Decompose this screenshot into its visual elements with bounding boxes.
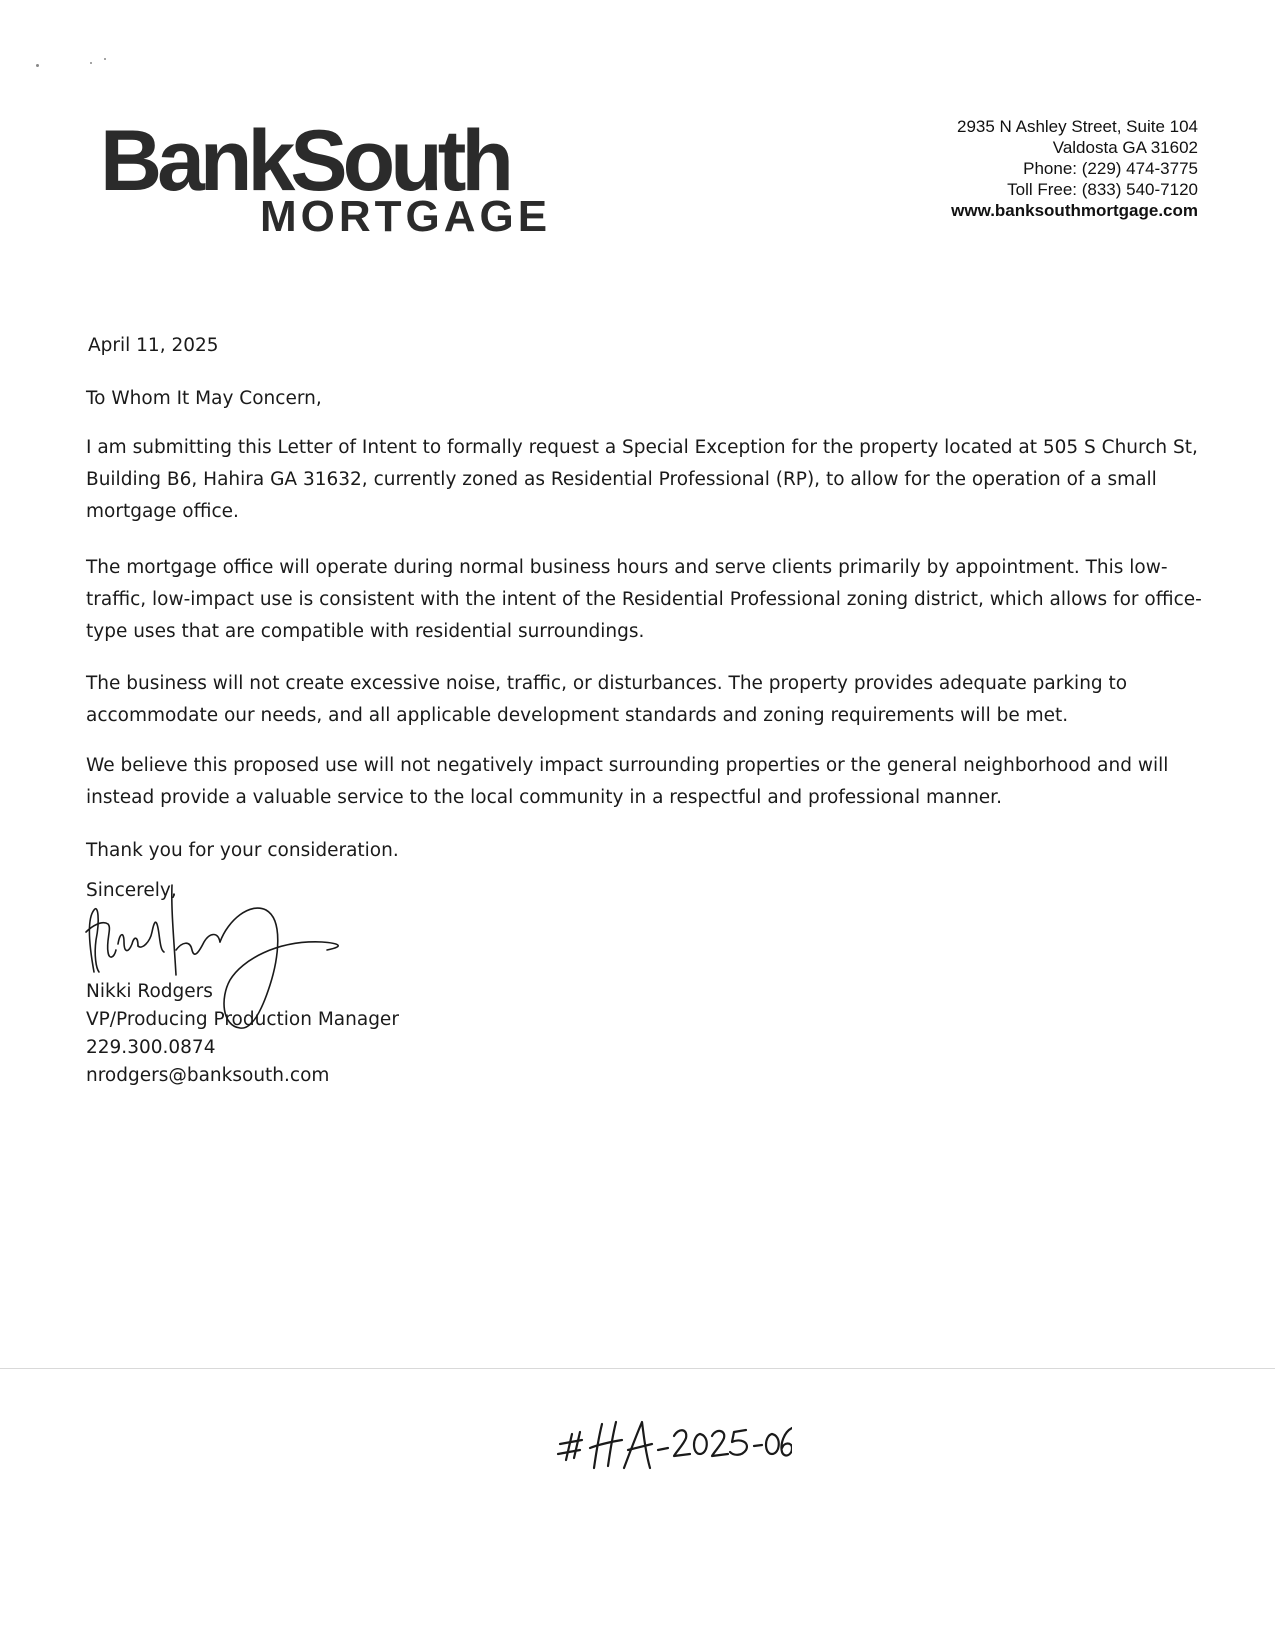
letterhead-contact (951, 116, 1198, 221)
handwritten-signature (72, 880, 352, 1045)
banksouth-logo (100, 113, 570, 241)
address-line2: Valdosta GA 31602 (1052, 138, 1198, 157)
toll-free-number: Toll Free: (833) 540-7120 (1007, 180, 1198, 199)
signoff: Sincerely, (86, 880, 177, 901)
paragraph-1: I am submitting this Letter of Intent to formally request a Special Exception for the property located at 505 S Church St, Building B6, Hahira GA 31632, currently zoned as Residential Professional (RP), to allow for the operation of a small mortgage office. (86, 437, 1198, 522)
signer-title: VP/Producing Production Manager (86, 1009, 399, 1030)
scan-speck (90, 62, 92, 64)
signer-name: Nikki Rodgers (86, 981, 213, 1002)
paragraph-2: The mortgage office will operate during normal business hours and serve clients primarily by appointment. This low-traffic, low-impact use is consistent with the intent of the Residential Professional zoning district, which allows for office-type uses that are compatible with residential surroundings. (86, 557, 1202, 642)
salutation: To Whom It May Concern, (86, 388, 322, 409)
handwritten-case-number (552, 1410, 792, 1480)
logo-wordmark: BankSouth (100, 113, 509, 209)
scan-divider (0, 1368, 1275, 1369)
paragraph-4: We believe this proposed use will not negatively impact surrounding properties or the general neighborhood and will instead provide a valuable service to the local community in a respectful and professional manner. (86, 755, 1169, 808)
phone-number: Phone: (229) 474-3775 (1023, 159, 1198, 178)
letter-date: April 11, 2025 (88, 335, 219, 356)
closing-line: Thank you for your consideration. (86, 840, 399, 861)
paragraph-3: The business will not create excessive noise, traffic, or disturbances. The property provides adequate parking to accommodate our needs, and all applicable development standards and zoning requirements will be met. (86, 673, 1128, 726)
signer-phone: 229.300.0874 (86, 1037, 216, 1058)
address-line1: 2935 N Ashley Street, Suite 104 (957, 117, 1198, 136)
logo-subtitle: MORTGAGE (260, 192, 552, 241)
scan-speck (36, 64, 39, 67)
signer-email[interactable]: nrodgers@banksouth.com (86, 1065, 330, 1086)
website-link[interactable]: www.banksouthmortgage.com (951, 201, 1198, 220)
scan-speck (104, 58, 106, 60)
